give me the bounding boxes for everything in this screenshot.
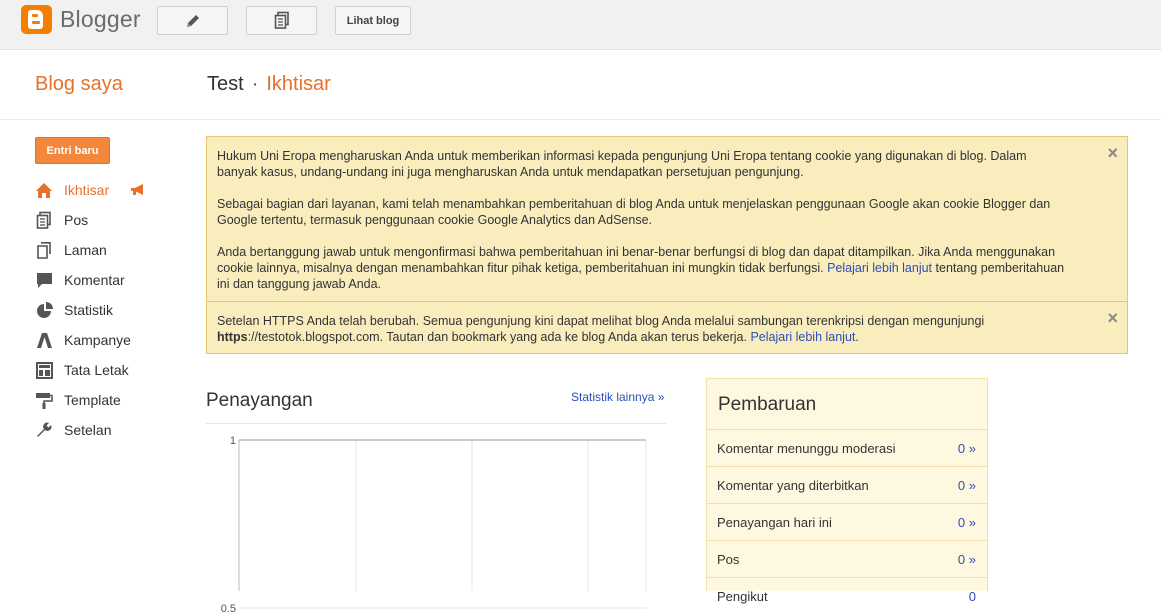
updates-list bbox=[707, 429, 987, 614]
update-count-link[interactable]: 0 » bbox=[957, 477, 976, 493]
https-notice-text: . bbox=[855, 330, 859, 344]
sidebar-item-label: Ikhtisar bbox=[64, 182, 110, 198]
sidebar-item-layout[interactable] bbox=[35, 355, 195, 385]
wrench-icon bbox=[35, 421, 53, 439]
home-icon bbox=[35, 181, 53, 199]
update-row bbox=[707, 503, 987, 540]
views-chart bbox=[206, 424, 666, 614]
posts-icon bbox=[35, 211, 53, 229]
sidebar-item-label: Laman bbox=[64, 242, 107, 258]
views-title: Penayangan bbox=[206, 390, 313, 411]
sidebar-item-label: Setelan bbox=[64, 422, 112, 438]
update-row bbox=[707, 577, 987, 614]
layout-icon bbox=[35, 361, 53, 379]
pie-chart-icon bbox=[35, 301, 53, 319]
updates-panel bbox=[706, 378, 988, 604]
sidebar-item-label: Template bbox=[64, 392, 121, 408]
sidebar-item-template[interactable] bbox=[35, 385, 195, 415]
sidebar-item-pages[interactable] bbox=[35, 235, 195, 265]
update-label: Komentar menunggu moderasi bbox=[717, 440, 896, 456]
updates-title: Pembaruan bbox=[718, 394, 817, 415]
new-post-button[interactable]: Entri baru bbox=[35, 137, 110, 164]
sidebar-item-label: Komentar bbox=[64, 272, 125, 288]
sidebar-item-comments[interactable] bbox=[35, 265, 195, 295]
update-row bbox=[707, 466, 987, 503]
update-count-link[interactable]: 0 » bbox=[957, 514, 976, 530]
top-bar bbox=[0, 0, 1161, 50]
cookie-notice-paragraph: Sebagai bagian dari layanan, kami telah menambahkan pemberitahuan di blog Anda untuk menjelaskan penggunaan Google akan cookie Blogger dan Google tertentu, termasuk penggunaan cookie Google Analytics dan AdSense. bbox=[217, 197, 1051, 227]
sidebar-item-posts[interactable] bbox=[35, 205, 195, 235]
cookie-notice bbox=[206, 136, 1128, 302]
view-blog-button[interactable]: Lihat blog bbox=[335, 6, 411, 35]
new-post-toolbar-button[interactable] bbox=[157, 6, 228, 35]
blog-url-scheme: https bbox=[217, 330, 248, 344]
update-count-link[interactable]: 0 » bbox=[957, 551, 976, 567]
https-notice-text: ://testotok.blogspot.com. Tautan dan bookmark yang ada ke blog Anda akan terus bekerja. bbox=[247, 330, 747, 344]
posts-toolbar-button[interactable] bbox=[246, 6, 317, 35]
sidebar-item-label: Statistik bbox=[64, 302, 114, 318]
close-icon[interactable]: × bbox=[1107, 308, 1118, 328]
breadcrumb-separator: · bbox=[251, 73, 259, 95]
sidebar-item-label: Pos bbox=[64, 212, 89, 228]
update-label: Penayangan hari ini bbox=[717, 514, 832, 530]
page-title: Ikhtisar bbox=[266, 73, 331, 95]
paint-roller-icon bbox=[35, 391, 53, 409]
sidebar-item-label: Tata Letak bbox=[64, 362, 129, 378]
brand-name[interactable]: Blogger bbox=[60, 6, 141, 32]
cookie-notice-text: Anda bertanggung jawab untuk mengonfirmasi bahwa pemberitahuan ini benar-benar berfungsi di blog dan dapat ditampilkan. Jika Anda menggunakan cookie lainnya, misalnya dengan menambahkan fitur pihak ketiga, pemberitahuan ini mungkin tidak berfungsi. bbox=[217, 245, 1056, 275]
close-icon[interactable]: × bbox=[1107, 143, 1118, 163]
sidebar-item-overview[interactable] bbox=[35, 175, 195, 205]
page-header bbox=[0, 51, 1161, 120]
my-blogs-link[interactable]: Blog saya bbox=[35, 73, 123, 95]
page-icon bbox=[35, 241, 53, 259]
sidebar-nav bbox=[35, 175, 195, 445]
blogger-logo-icon[interactable] bbox=[21, 5, 52, 34]
learn-more-link[interactable]: Pelajari lebih lanjut bbox=[750, 330, 856, 344]
y-tick-label: 0.5 bbox=[220, 603, 236, 614]
https-notice-paragraph bbox=[217, 313, 1067, 345]
megaphone-icon[interactable] bbox=[130, 183, 146, 199]
update-row bbox=[707, 429, 987, 466]
more-stats-link[interactable]: Statistik lainnya » bbox=[571, 390, 665, 404]
pages-icon bbox=[274, 12, 290, 29]
learn-more-link[interactable]: Pelajari lebih lanjut bbox=[827, 261, 933, 275]
https-notice bbox=[206, 301, 1128, 354]
https-notice-text: Setelan HTTPS Anda telah berubah. Semua pengunjung kini dapat melihat blog Anda melalui sambungan terenkripsi dengan mengunjungi bbox=[217, 314, 985, 328]
update-row bbox=[707, 540, 987, 577]
y-tick-label: 1 bbox=[229, 435, 236, 447]
sidebar-item-settings[interactable] bbox=[35, 415, 195, 445]
update-label: Pos bbox=[717, 551, 740, 567]
cookie-notice-paragraph: Hukum Uni Eropa mengharuskan Anda untuk memberikan informasi kepada pengunjung Uni Eropa tentang cookie yang digunakan di blog. Dalam banyak kasus, undang-undang ini juga mengharuskan Anda untuk mendapatkan persetujuan pengunjung. bbox=[217, 149, 1027, 179]
update-count-link[interactable]: 0 bbox=[968, 588, 976, 604]
sidebar-item-campaigns[interactable] bbox=[35, 325, 195, 355]
campaign-icon bbox=[35, 331, 53, 349]
update-count-link[interactable]: 0 » bbox=[957, 440, 976, 456]
cookie-notice-paragraph bbox=[217, 244, 1067, 292]
update-label: Komentar yang diterbitkan bbox=[717, 477, 869, 493]
pencil-icon bbox=[185, 13, 201, 29]
blog-name[interactable]: Test bbox=[207, 73, 244, 95]
comment-icon bbox=[35, 271, 53, 289]
breadcrumb bbox=[207, 73, 331, 96]
cookie-notice-text: tentang pemberitahuan ini dan tanggung jawab Anda. bbox=[217, 261, 1065, 291]
sidebar-item-stats[interactable] bbox=[35, 295, 195, 325]
update-label: Pengikut bbox=[717, 588, 768, 604]
sidebar-item-label: Kampanye bbox=[64, 332, 131, 348]
